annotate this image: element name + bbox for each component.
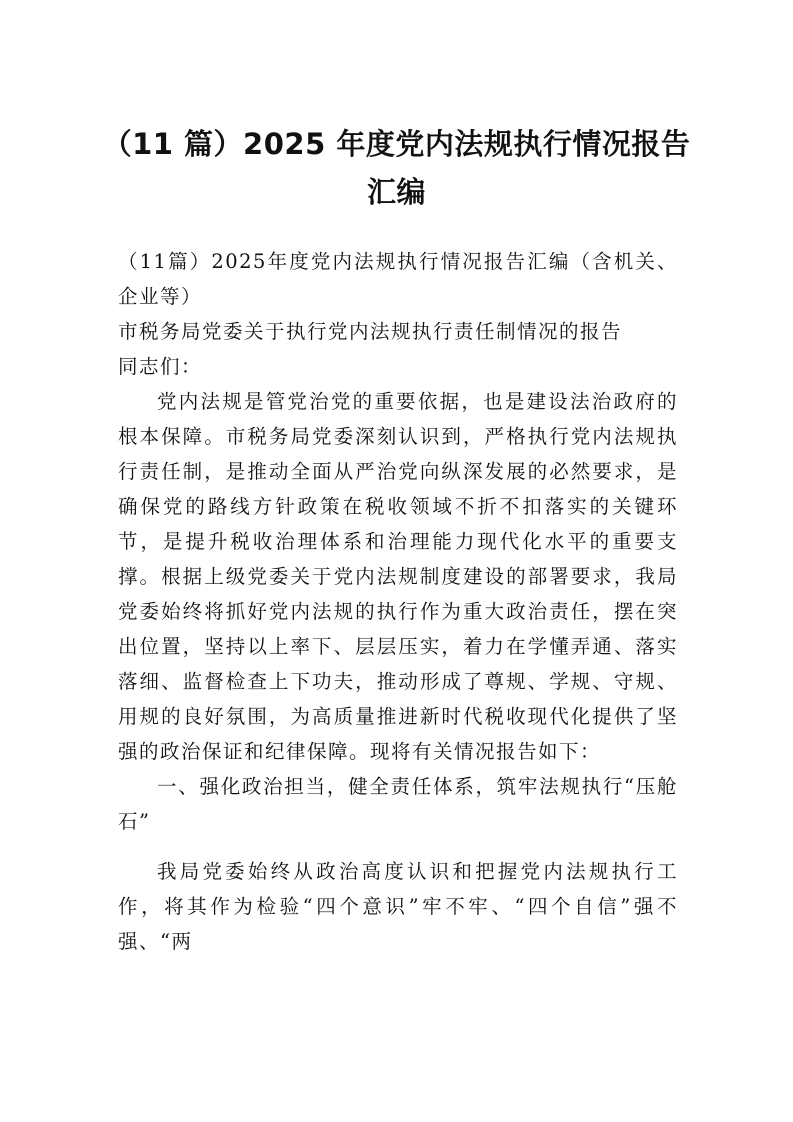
body-paragraph-2: 我局党委始终从政治高度认识和把握党内法规执行工作，将其作为检验“四个意识”牢不牢、“四个自信”强不强、“两 — [118, 860, 678, 953]
document-body — [118, 244, 678, 959]
salutation: 同志们： — [118, 355, 203, 378]
title-line-2: 汇编 — [366, 175, 426, 209]
subtitle: （11篇）2025年度党内法规执行情况报告汇编（含机关、企业等） — [118, 250, 678, 308]
body-paragraph-1: 党内法规是管党治党的重要依据，也是建设法治政府的根本保障。市税务局党委深刻认识到，严格执行党内法规执行责任制，是推动全面从严治党向纵深发展的必然要求，是确保党的路线方针政策在税收领域不折不扣落实的关键环节，是提升税收治理体系和治理能力现代化水平的重要支撑。根据上级党委关于党内法规制度建设的部署要求，我局党委始终将抓好党内法规的执行作为重大政治责任，摆在突出位置，坚持以上率下、层层压实，着力在学懂弄通、落实落细、监督检查上下功夫，推动形成了尊规、学规、守规、用规的良好氛围，为高质量推进新时代税收现代化提供了坚强的政治保证和纪律保障。现将有关情况报告如下： — [118, 390, 678, 763]
document-title — [90, 120, 703, 216]
report-heading: 市税务局党委关于执行党内法规执行责任制情况的报告 — [118, 320, 623, 343]
title-line-1: （11 篇）2025 年度党内法规执行情况报告 — [102, 127, 691, 161]
section-1-heading: 一、强化政治担当，健全责任体系，筑牢法规执行“压舱石” — [118, 775, 678, 833]
